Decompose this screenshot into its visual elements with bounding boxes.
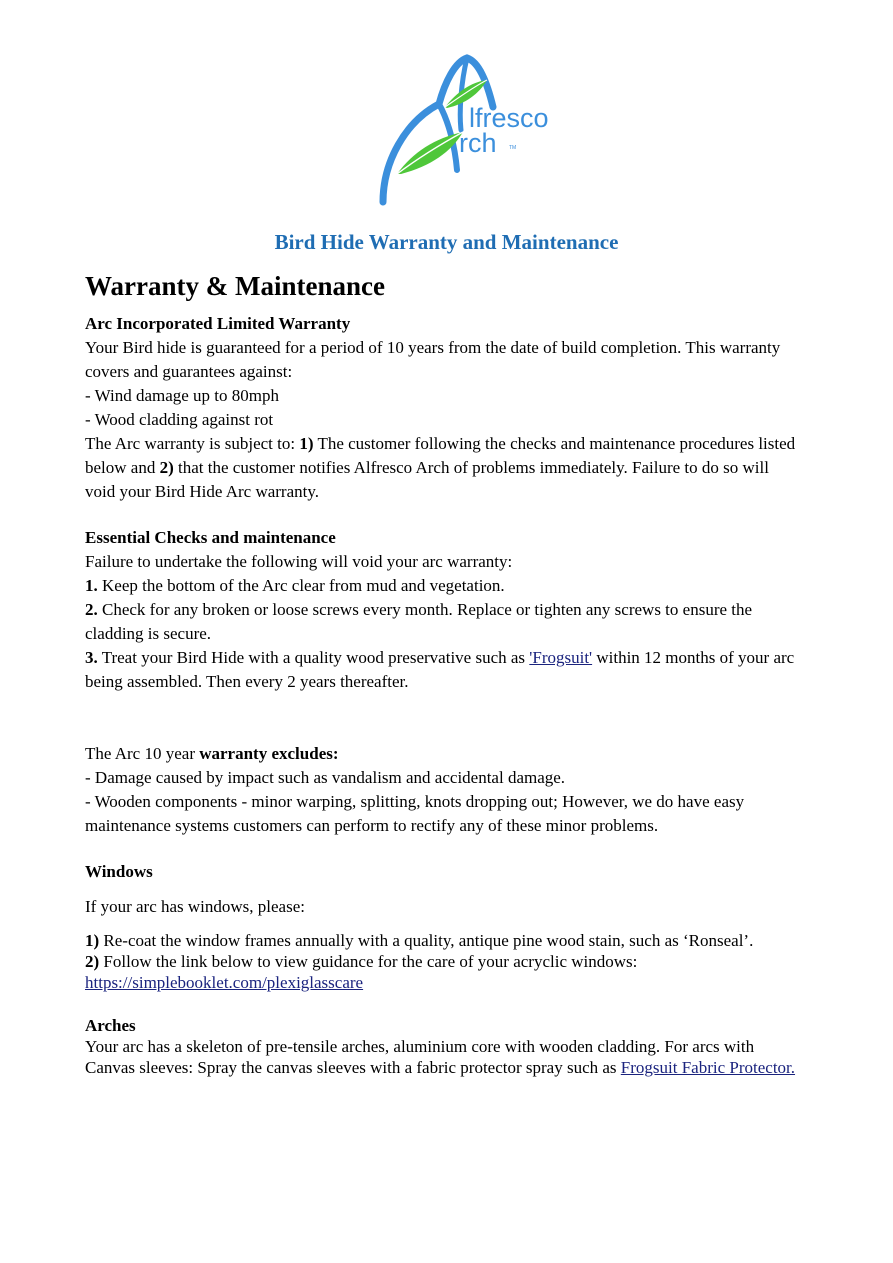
check-number-2: 2. (85, 600, 98, 619)
warranty-item-rot: - Wood cladding against rot (85, 410, 274, 429)
windows-intro: If your arc has windows, please: (85, 897, 305, 916)
checks-section (85, 526, 803, 694)
arches-body: Your arc has a skeleton of pre-tensile arches, aluminium core with wooden cladding. For arcs with Canvas sleeves: Spray the canvas sleeves with a fabric protector spray such as (85, 1037, 755, 1077)
windows-number-1: 1) (85, 931, 100, 950)
plexiglass-care-link[interactable]: https://simplebooklet.com/plexiglasscare (85, 973, 364, 992)
alfresco-arch-logo (375, 52, 575, 206)
check-text-1: Keep the bottom of the Arc clear from mud and vegetation. (97, 576, 505, 595)
frogsuit-link[interactable]: 'Frogsuit' (529, 648, 593, 667)
condition-number-2: 2) (159, 458, 174, 477)
windows-text-1: Re-coat the window frames annually with a quality, antique pine wood stain, such as ‘Ronseal’. (99, 931, 754, 950)
check-text-3a: Treat your Bird Hide with a quality wood preservative such as (97, 648, 530, 667)
warranty-heading: Arc Incorporated Limited Warranty (85, 314, 351, 333)
warranty-item-wind: - Wind damage up to 80mph (85, 386, 279, 405)
excludes-item-wood: - Wooden components - minor warping, splitting, knots dropping out; However, we do have easy maintenance systems customers can perform to rectify any of these minor problems. (85, 792, 745, 835)
windows-item-1 (85, 930, 803, 951)
conditions-prefix: The Arc warranty is subject to: (85, 434, 300, 453)
arches-text (85, 1036, 803, 1078)
document-body (85, 268, 803, 1078)
checks-heading: Essential Checks and maintenance (85, 528, 336, 547)
windows-number-2: 2) (85, 952, 100, 971)
windows-section (85, 860, 803, 993)
check-item-2 (85, 598, 803, 646)
check-item-1 (85, 574, 803, 598)
logo-trademark: TM (509, 145, 517, 151)
logo-word-lfresco: lfresco (469, 103, 549, 133)
excludes-prefix: The Arc 10 year (85, 744, 200, 763)
warranty-intro: Your Bird hide is guaranteed for a period of 10 years from the date of build completion. This warranty covers and guarantees against: (85, 338, 781, 381)
document-title: Bird Hide Warranty and Maintenance (274, 230, 619, 254)
windows-text-2: Follow the link below to view guidance for the care of your acryclic windows: (99, 952, 638, 971)
check-text-2: Check for any broken or loose screws every month. Replace or tighten any screws to ensure the cladding is secure. (85, 600, 753, 643)
arches-heading: Arches (85, 1016, 136, 1035)
frogsuit-fabric-protector-link[interactable]: Frogsuit Fabric Protector. (620, 1058, 796, 1077)
check-item-3 (85, 646, 803, 694)
excludes-section (85, 742, 803, 838)
warranty-section (85, 312, 803, 504)
arches-section (85, 1015, 803, 1078)
main-heading: Warranty & Maintenance (85, 271, 385, 301)
windows-heading: Windows (85, 862, 153, 881)
condition-text-2: that the customer notifies Alfresco Arch of problems immediately. Failure to do so will void your Bird Hide Arc warranty. (85, 458, 769, 501)
condition-number-1: 1) (299, 434, 314, 453)
check-text-3b: within 12 months of your arc being assembled. Then every 2 years thereafter. (85, 648, 795, 691)
check-number-3: 3. (85, 648, 98, 667)
excludes-bold: warranty excludes: (199, 744, 339, 763)
excludes-heading (85, 742, 803, 766)
check-number-1: 1. (85, 576, 98, 595)
arch-leaf-logo-icon (375, 52, 575, 206)
excludes-item-impact: - Damage caused by impact such as vandalism and accidental damage. (85, 768, 566, 787)
warranty-conditions (85, 432, 803, 504)
condition-text-1: The customer following the checks and maintenance procedures listed below and (85, 434, 796, 477)
logo-word-rch: rch (459, 128, 497, 158)
checks-intro: Failure to undertake the following will void your arc warranty: (85, 552, 513, 571)
windows-item-2 (85, 951, 803, 972)
